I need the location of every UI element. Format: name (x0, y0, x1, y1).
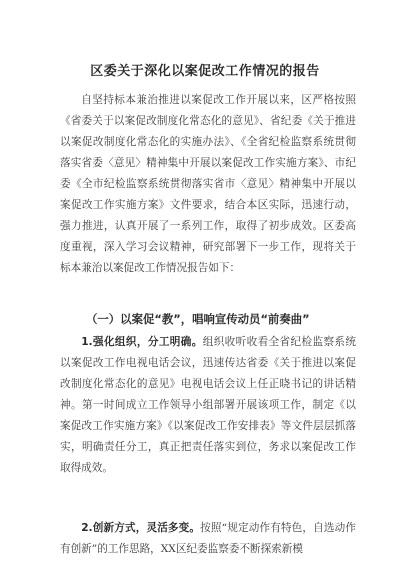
item-1-paragraph (60, 332, 356, 479)
item-2-paragraph (60, 518, 356, 560)
item-2-heading: 2.创新方式，灵活多变。 (81, 522, 201, 534)
item-1-body: 组织收听收看全省纪检监察系统以案促改工作电视电话会议，迅速传达省委《关于推进以案促改制度化常态化的意见》电视电话会议上任正晓书记的讲话精神。第一时间成立工作领导小组部署开展该项工作，制定《以案促改工作实施方案》《以案促改工作安排表》等文件层层抓落实，明确责任分工，真正把责任落实到位，务求以案促改工作取得成效。 (60, 336, 356, 474)
item-1-heading: 1.强化组织，分工明确。 (81, 336, 203, 348)
section-heading-1: （一）以案促“教”，唱响宣传动员“前奏曲” (86, 312, 310, 326)
intro-paragraph: 自坚持标本兼治推进以案促改工作开展以来，区严格按照《省委关于以案促改制度化常态化的意见》、省纪委《关于推进以案促改制度化常态化的实施办法》、《全省纪检监察系统贯彻落实省委〈意见〉精神集中开展以案促改工作实施方案》、市纪委《全市纪检监察系统贯彻落实省市〈意见〉精神集中开展以案促改工作实施方案》文件要求，结合本区实际，迅速行动，强力推进，认真开展了一系列工作，取得了初步成效。区委高度重视，深入学习会议精神，研究部署下一步工作，现将关于标本兼治以案促改工作情况报告如下： (60, 94, 356, 274)
item-2-body: 按照“规定动作有特色，自选动作有创新”的工作思路，XX区纪委监察委不断探索新模 (60, 522, 356, 555)
document-title: 区委关于深化以案促改工作情况的报告 (90, 64, 320, 79)
